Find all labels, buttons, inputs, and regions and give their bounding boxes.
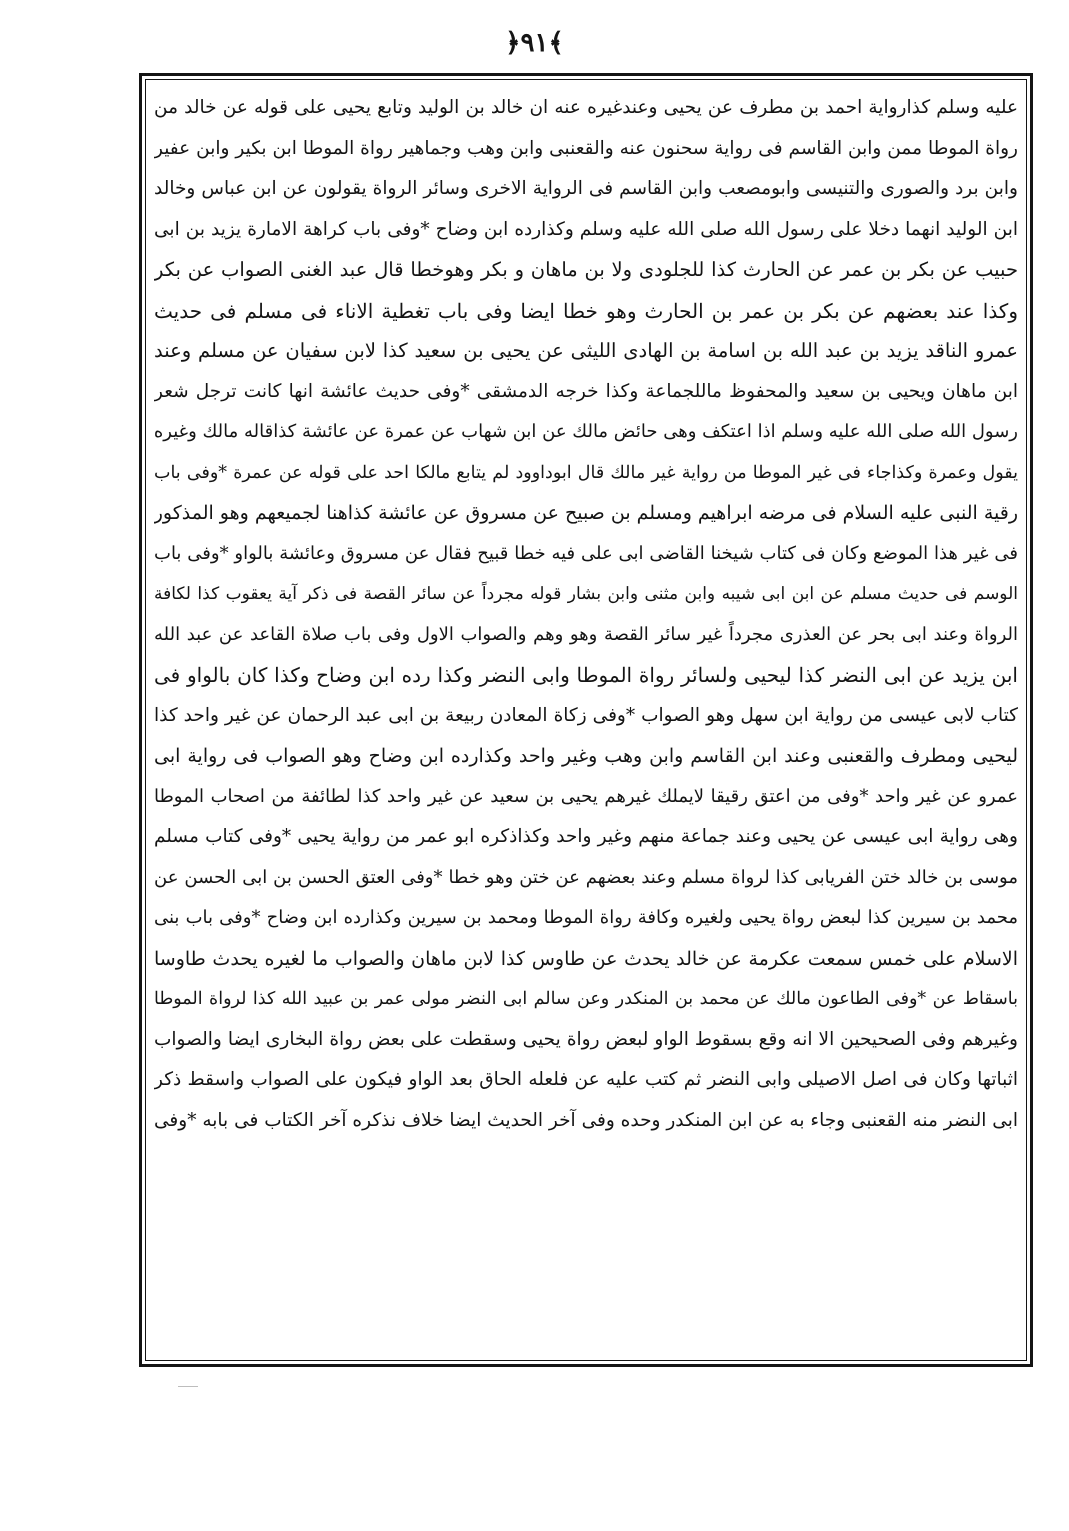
text-line: موسى بن خالد ختن الفريابى كذا لرواة مسلم وعند بعضهم عن ختن وهو خطا *وفى العتق الحسن بن ابى الحسن عن <box>154 866 1018 888</box>
text-line: وغيرهم وفى الصحيحين الا انه وقع بسقوط الواو لبعض رواة يحيى وسقطت على بعض رواة البخارى ايضا والصواب <box>154 1028 1018 1050</box>
text-line: عمرو الناقد يزيد بن عبد الله بن اسامة بن الهادى الليثى عن يحيى بن سعيد كذا لابن سفيان عن مسلم وعند <box>154 339 1018 362</box>
text-line: عليه وسلم كذارواية احمد بن مطرف عن يحيى وعندغيره عنه ان خالد بن الوليد وتابع يحيى على قوله عن خالد من <box>154 97 1018 118</box>
text-line: محمد بن سيرين كذا لبعض رواة يحيى ولغيره وكافة رواة الموطا ومحمد بن سيرين وكذارده ابن وضاح *وفى باب بنى <box>154 907 1018 928</box>
text-line: ابن يزيد عن ابى النضر كذا ليحيى ولسائر رواة الموطا وابى النضر وكذا رده ابن وضاح وكذا كان بالواو فى <box>154 663 1018 687</box>
text-body <box>154 88 1018 1141</box>
text-line: حبيب عن بكر بن عمر عن الحارث كذا للجلودى ولا بن ماهان و بكر وهوخطا قال عبد الغنى الصواب عن بكر <box>154 258 1018 281</box>
text-line: رسول الله صلى الله عليه وسلم اذا اعتكف وهى حائض مالك عن ابن شهاب عن عمرة عن عائشة كذاقاله مالك وغيره <box>154 421 1018 442</box>
text-line: ليحيى ومطرف والقعنبى وعند ابن القاسم وابن وهب وغير واحد وكذارده ابن وضاح وهو الصواب فى رواية ابى <box>154 745 1018 767</box>
text-line: رواة الموطا ممن وابن القاسم فى رواية سحنون عنه والقعنبى وابن وهب وجماهير رواة الموطا ابن بكير وابن عفير <box>154 137 1018 159</box>
text-line: كتاب لابى عيسى من رواية ابن سهل وهو الصواب *وفى زكاة المعادن ربيعة بن ابى عبد الرحمان عن غير واحد كذا <box>154 704 1018 726</box>
scan-smudge <box>178 1386 198 1387</box>
text-line: عمرو عن غير واحد *وفى من اعتق رقيقا لايملك غيرهم يحيى بن سعيد عن غير واحد كذا لطائفة من اصحاب الموطا <box>154 785 1018 807</box>
text-line: ابى النضر منه القعنبى وجاء به عن ابن المنكدر وحده وفى آخر الحديث ايضا خلاف نذكره آخر الكتاب فى بابه *وفى <box>154 1109 1018 1131</box>
text-line: فى غير هذا الموضع وكان فى كتاب شيخنا القاضى ابى على فيه خطا قبيح فقال عن مسروق وعائشة بالواو *وفى باب <box>154 542 1018 564</box>
text-line: الوسم فى حديث مسلم عن ابن ابى شيبه وابن مثنى وابن بشار قوله مجرداً عن سائر القصة فى ذكر آية يعقوب كذا لكافة <box>154 584 1018 604</box>
text-line: يقول وعمرة وكذاجاء فى غير الموطا من رواية غير مالك قال ابوداوود لم يتابع مالكا احد على قوله عن عمرة *وفى باب <box>154 462 1018 483</box>
text-line: ابن الوليد انهما دخلا على رسول الله صلى الله عليه وسلم وكذارده ابن وضاح *وفى باب كراهة الامارة يزيد بن ابى <box>154 218 1018 240</box>
text-line: اثباتها وكان فى اصل الاصيلى وابى النضر ثم كتب عليه عن فلعله الحاق بعد الواو فيكون على الصواب واسقط ذكر <box>154 1069 1018 1090</box>
text-line: وابن برد والصورى والتنيسى وابومصعب وابن القاسم فى الرواية الاخرى وسائر الرواة يقولون عن ابن عباس وخالد <box>154 178 1018 199</box>
text-line: باسقاط عن *وفى الطاعون مالك عن محمد بن المنكدر وعن سالم ابى النضر مولى عمر بن عبيد الله كذا لرواة الموطا <box>154 989 1018 1009</box>
text-line: رقية النبى عليه السلام فى مرضه ابراهيم ومسلم بن صبيح عن مسروق عن عائشة كذاهنا لجميعهم وهو المذكور <box>154 502 1018 524</box>
text-line: وهى رواية ابى عيسى عن يحيى وعند جماعة منهم وغير واحد وكذاذكره ابو عمر من رواية يحيى *وفى كتاب مسلم <box>154 826 1018 847</box>
text-line: الرواة وعند ابى بحر عن العذرى مجرداً غير سائر القصة وهو وهم والصواب الاول وفى باب صلاة القاعد عن عبد الله <box>154 623 1018 645</box>
text-line: الاسلام على خمس سمعت عكرمة عن خالد يحدث عن طاوس كذا لابن ماهان والصواب ما لغيره يحدث طاوسا <box>154 947 1018 970</box>
page-number: ﴿۹۱﴾ <box>505 28 564 58</box>
text-line: وكذا عند بعضهم عن بكر بن عمر بن الحارث وهو خطا ايضا وفى باب تغطية الاناء فى مسلم فى حديث <box>154 298 1018 323</box>
text-line: ابن ماهان ويحيى بن سعيد والمحفوظ ماللجماعة وكذا خرجه الدمشقى *وفى حديث عائشة انها كانت ترجل شعر <box>154 380 1018 402</box>
